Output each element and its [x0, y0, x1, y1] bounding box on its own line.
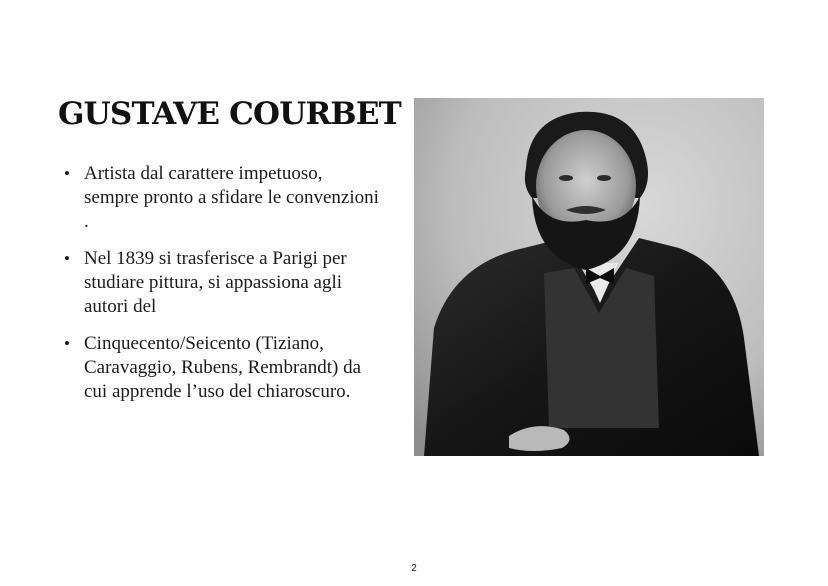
bullet-text: Nel 1839 si trasferisce a Parigi per studiare pittura, si appassiona agli autori del	[84, 248, 347, 317]
bullet-dot-icon: •	[64, 334, 70, 353]
bullet-dot-icon: •	[64, 164, 70, 183]
slide-title: GUSTAVE COURBET	[58, 96, 401, 132]
bullet-item	[62, 332, 380, 404]
bullet-list	[62, 162, 380, 417]
page-number: 2	[411, 563, 417, 574]
bullet-dot-icon: •	[64, 249, 70, 268]
bullet-text: Cinquecento/Seicento (Tiziano, Caravaggio, Rubens, Rembrandt) da cui apprende l’uso del chiaroscuro.	[84, 333, 362, 402]
portrait-photo	[414, 98, 764, 456]
bullet-text: Artista dal carattere impetuoso, sempre pronto a sfidare le convenzioni .	[84, 163, 379, 232]
bullet-item	[62, 162, 380, 234]
portrait-illustration	[414, 98, 764, 456]
bullet-item	[62, 247, 380, 319]
